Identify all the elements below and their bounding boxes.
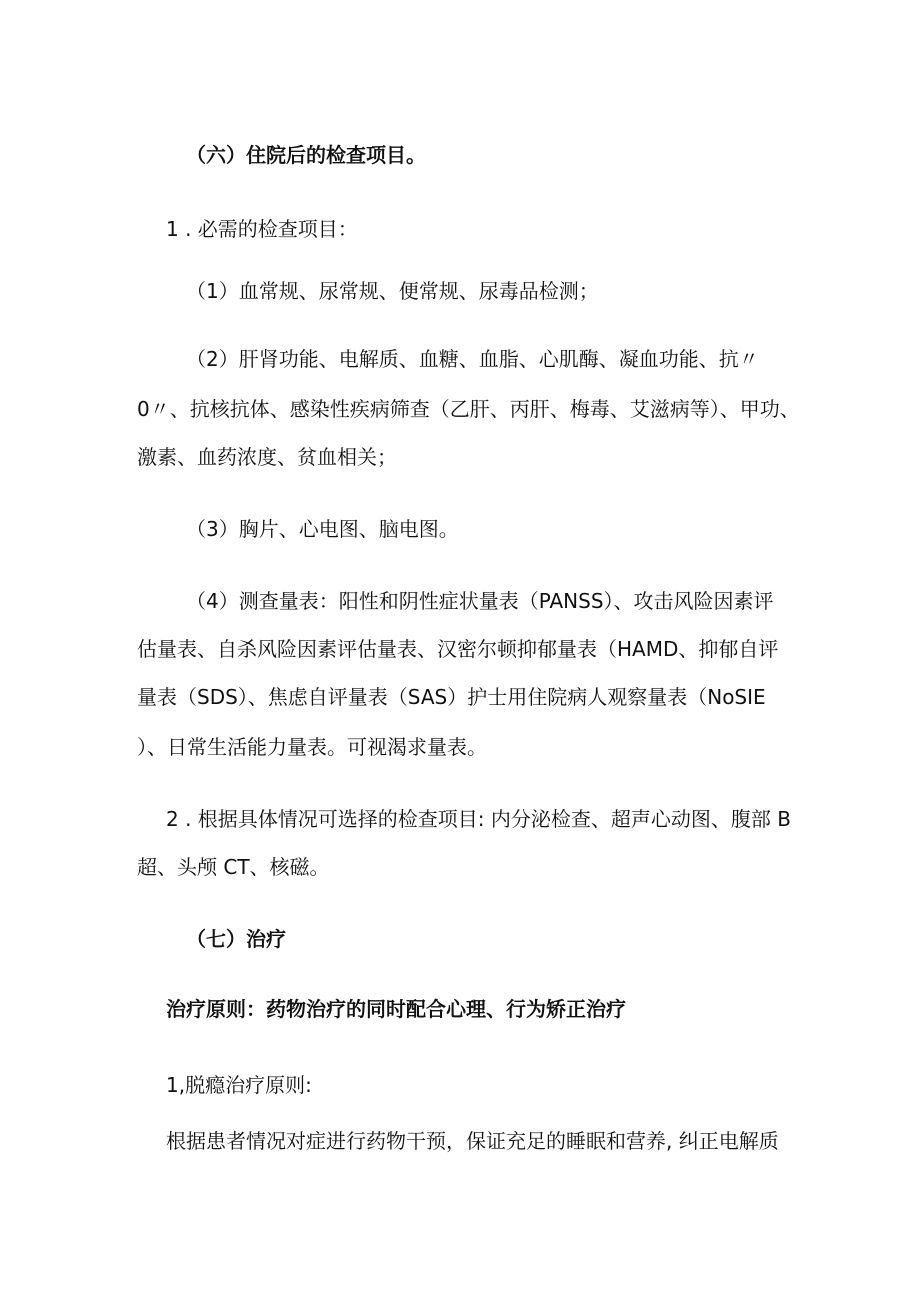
item-1-4-line-4: ）、日常生活能力量表。可视渴求量表。 bbox=[137, 735, 487, 759]
subsection-1-heading: 1,脱瘾治疗原则: bbox=[166, 1073, 312, 1097]
item-1-4-line-1: （4）测查量表：阳性和阴性症状量表（PANSS）、攻击风险因素评 bbox=[186, 589, 774, 613]
item-1-2-line-2: 0〃、抗核抗体、感染性疾病筛查（乙肝、丙肝、梅毒、艾滋病等）、甲功、 bbox=[137, 397, 800, 421]
item-1-heading: 1 . 必需的检查项目： bbox=[166, 217, 358, 241]
item-1-4-line-3: 量表（SDS）、焦虑自评量表（SAS）护士用住院病人观察量表（NoSIE bbox=[137, 685, 766, 709]
item-1-3: （3）胸片、心电图、脑电图。 bbox=[186, 517, 459, 541]
item-2-line-1: 2 . 根据具体情况可选择的检查项目: 内分泌检查、超声心动图、腹部 B bbox=[166, 807, 791, 831]
item-1-1: （1）血常规、尿常规、便常规、尿毒品检测； bbox=[186, 279, 599, 303]
item-1-2-line-3: 激素、血药浓度、贫血相关； bbox=[137, 445, 397, 469]
item-1-4-line-2: 估量表、自杀风险因素评估量表、汉密尔顿抑郁量表（HAMD、抑郁自评 bbox=[137, 637, 779, 661]
item-2-line-2: 超、头颅 CT、核磁。 bbox=[137, 855, 330, 879]
treatment-principle: 治疗原则：药物治疗的同时配合心理、行为矫正治疗 bbox=[166, 997, 626, 1021]
section-heading-7: （七）治疗 bbox=[186, 927, 286, 951]
section-heading-6: （六）住院后的检查项目。 bbox=[186, 143, 426, 167]
item-1-2-line-1: （2）肝肾功能、电解质、血糖、血脂、心肌酶、凝血功能、抗〃 bbox=[186, 347, 759, 371]
subsection-1-text: 根据患者情况对症进行药物干预，保证充足的睡眠和营养, 纠正电解质 bbox=[166, 1129, 779, 1153]
